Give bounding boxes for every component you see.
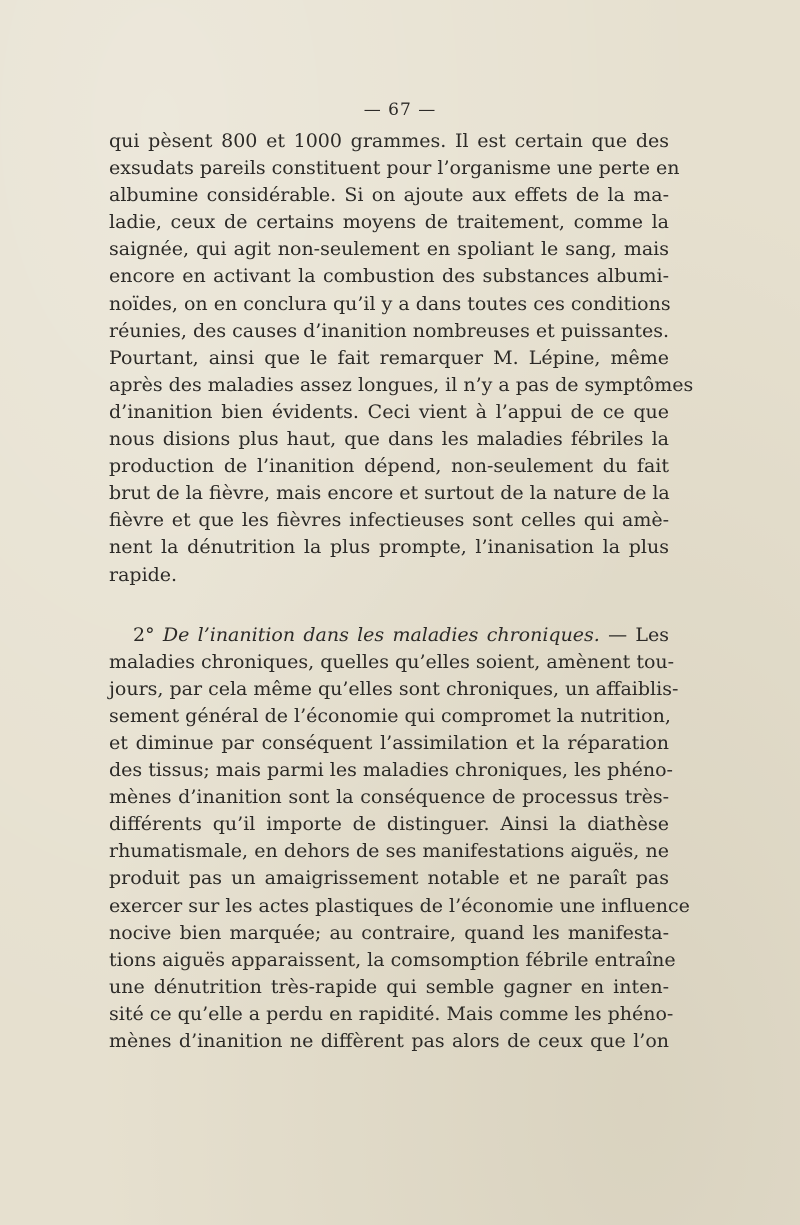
text-line: tions aiguës apparaissent, la comsomption fébrile entraîne: [109, 948, 676, 971]
section-heading-tail: — Les: [608, 623, 670, 646]
text-line: encore en activant la combustion des substances albumi-: [109, 265, 669, 288]
text-line: maladies chroniques, quelles qu’elles soient, amènent tou-: [109, 650, 675, 673]
text-line: des tissus; mais parmi les maladies chroniques, les phéno-: [109, 759, 673, 782]
text-line: albumine considérable. Si on ajoute aux effets de la ma-: [109, 184, 669, 207]
section-number: 2°: [133, 623, 155, 646]
text-line: rapide.: [109, 563, 178, 586]
text-line: qui pèsent 800 et 1000 grammes. Il est certain que des: [109, 130, 669, 152]
paragraph-1: [109, 128, 694, 589]
page-number: — 67 —: [363, 100, 437, 120]
text-line: rhumatismale, en dehors de ses manifestations aiguës, ne: [109, 840, 669, 863]
section-title: De l’inanition dans les maladies chroniques.: [162, 623, 600, 646]
text-line: une dénutrition très-rapide qui semble gagner en inten-: [109, 975, 669, 998]
text-line: exsudats pareils constituent pour l’organisme une perte en: [109, 157, 680, 180]
text-line: noïdes, on en conclura qu’il y a dans toutes ces conditions: [109, 292, 671, 315]
text-line: après des maladies assez longues, il n’y a pas de symptômes: [109, 373, 694, 396]
text-line: réunies, des causes d’inanition nombreuses et puissantes.: [109, 319, 670, 342]
text-line: nous disions plus haut, que dans les maladies fébriles la: [109, 428, 669, 451]
text-line: mènes d’inanition sont la conséquence de processus très-: [109, 786, 669, 809]
text-line: mènes d’inanition ne diffèrent pas alors de ceux que l’on: [109, 1030, 669, 1052]
paragraph-2: [109, 622, 690, 1056]
text-line: nocive bien marquée; au contraire, quand les manifesta-: [109, 921, 669, 944]
text-line: fièvre et que les fièvres infectieuses sont celles qui amè-: [109, 509, 669, 532]
text-line: différents qu’il importe de distinguer. Ainsi la diathèse: [109, 813, 669, 836]
text-line: et diminue par conséquent l’assimilation et la réparation: [109, 731, 669, 754]
text-line: d’inanition bien évidents. Ceci vient à l’appui de ce que: [109, 400, 669, 423]
text-line: ladie, ceux de certains moyens de traitement, comme la: [109, 211, 669, 234]
text-line: Pourtant, ainsi que le fait remarquer M. Lépine, même: [109, 346, 669, 369]
text-line: production de l’inanition dépend, non-seulement du fait: [109, 455, 669, 478]
text-line: sement général de l’économie qui compromet la nutrition,: [109, 704, 671, 727]
text-line: nent la dénutrition la plus prompte, l’inanisation la plus: [109, 536, 669, 559]
text-line: sité ce qu’elle a perdu en rapidité. Mais comme les phéno-: [109, 1002, 674, 1025]
section-heading-line: [109, 622, 669, 649]
text-line: saignée, qui agit non-seulement en spoliant le sang, mais: [109, 238, 669, 261]
text-line: jours, par cela même qu’elles sont chroniques, un affaiblis-: [109, 677, 679, 700]
text-line: brut de la fièvre, mais encore et surtout de la nature de la: [109, 482, 670, 505]
paragraph-gap: [109, 589, 669, 622]
text-line: produit pas un amaigrissement notable et ne paraît pas: [109, 867, 669, 890]
page-body: [109, 128, 694, 1055]
text-line: exercer sur les actes plastiques de l’économie une influence: [109, 894, 690, 917]
